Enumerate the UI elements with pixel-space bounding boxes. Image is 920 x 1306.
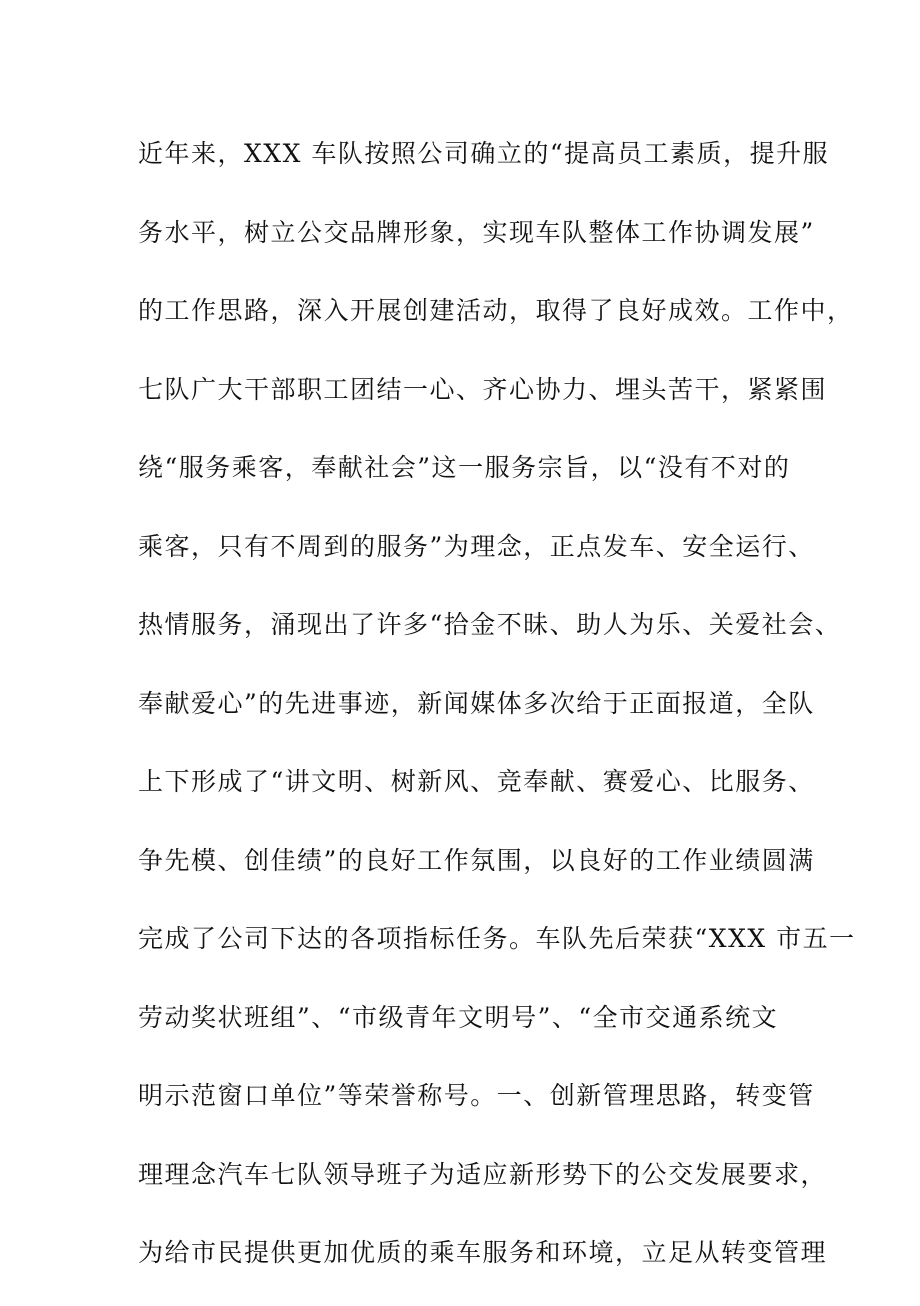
- text-line-10: 争先模、创佳绩”的良好工作氛围，以良好的工作业绩圆满: [138, 845, 815, 875]
- text-line-6: 乘客，只有不周到的服务”为理念，正点发车、安全运行、: [138, 531, 815, 561]
- text-line-5: 绕“服务乘客，奉献社会”这一服务宗旨，以“没有不对的: [138, 453, 791, 482]
- text-line-15: 为给市民提供更加优质的乘车服务和环境，立足从转变管理: [138, 1238, 828, 1267]
- text-line-1: 近年来，XXX 车队按照公司确立的“提高员工素质，提升服: [138, 139, 830, 168]
- text-line-14: 理理念汽车七队领导班子为适应新形势下的公交发展要求，: [138, 1159, 828, 1189]
- body-text: [138, 128, 856, 1306]
- text-line-8: 奉献爱心”的先进事迹，新闻媒体多次给于正面报道，全队: [138, 688, 815, 718]
- text-line-3: 的工作思路，深入开展创建活动，取得了良好成效。工作中，: [138, 296, 854, 325]
- text-line-2: 务水平，树立公交品牌形象，实现车队整体工作协调发展”: [138, 217, 815, 247]
- text-line-13: 明示范窗口单位”等荣誉称号。一、创新管理思路，转变管: [138, 1081, 815, 1110]
- text-line-9: 上下形成了“讲文明、树新风、竞奉献、赛爱心、比服务、: [138, 767, 815, 796]
- text-line-12: 劳动奖状班组”、“市级青年文明号”、“全市交通系统文: [138, 1002, 779, 1032]
- text-line-7: 热情服务，涌现出了许多“拾金不昧、助人为乐、关爱社会、: [138, 610, 842, 639]
- text-line-11: 完成了公司下达的各项指标任务。车队先后荣获“XXX 市五一: [138, 924, 856, 953]
- text-line-4: 七队广大干部职工团结一心、齐心协力、埋头苦干，紧紧围: [138, 374, 828, 404]
